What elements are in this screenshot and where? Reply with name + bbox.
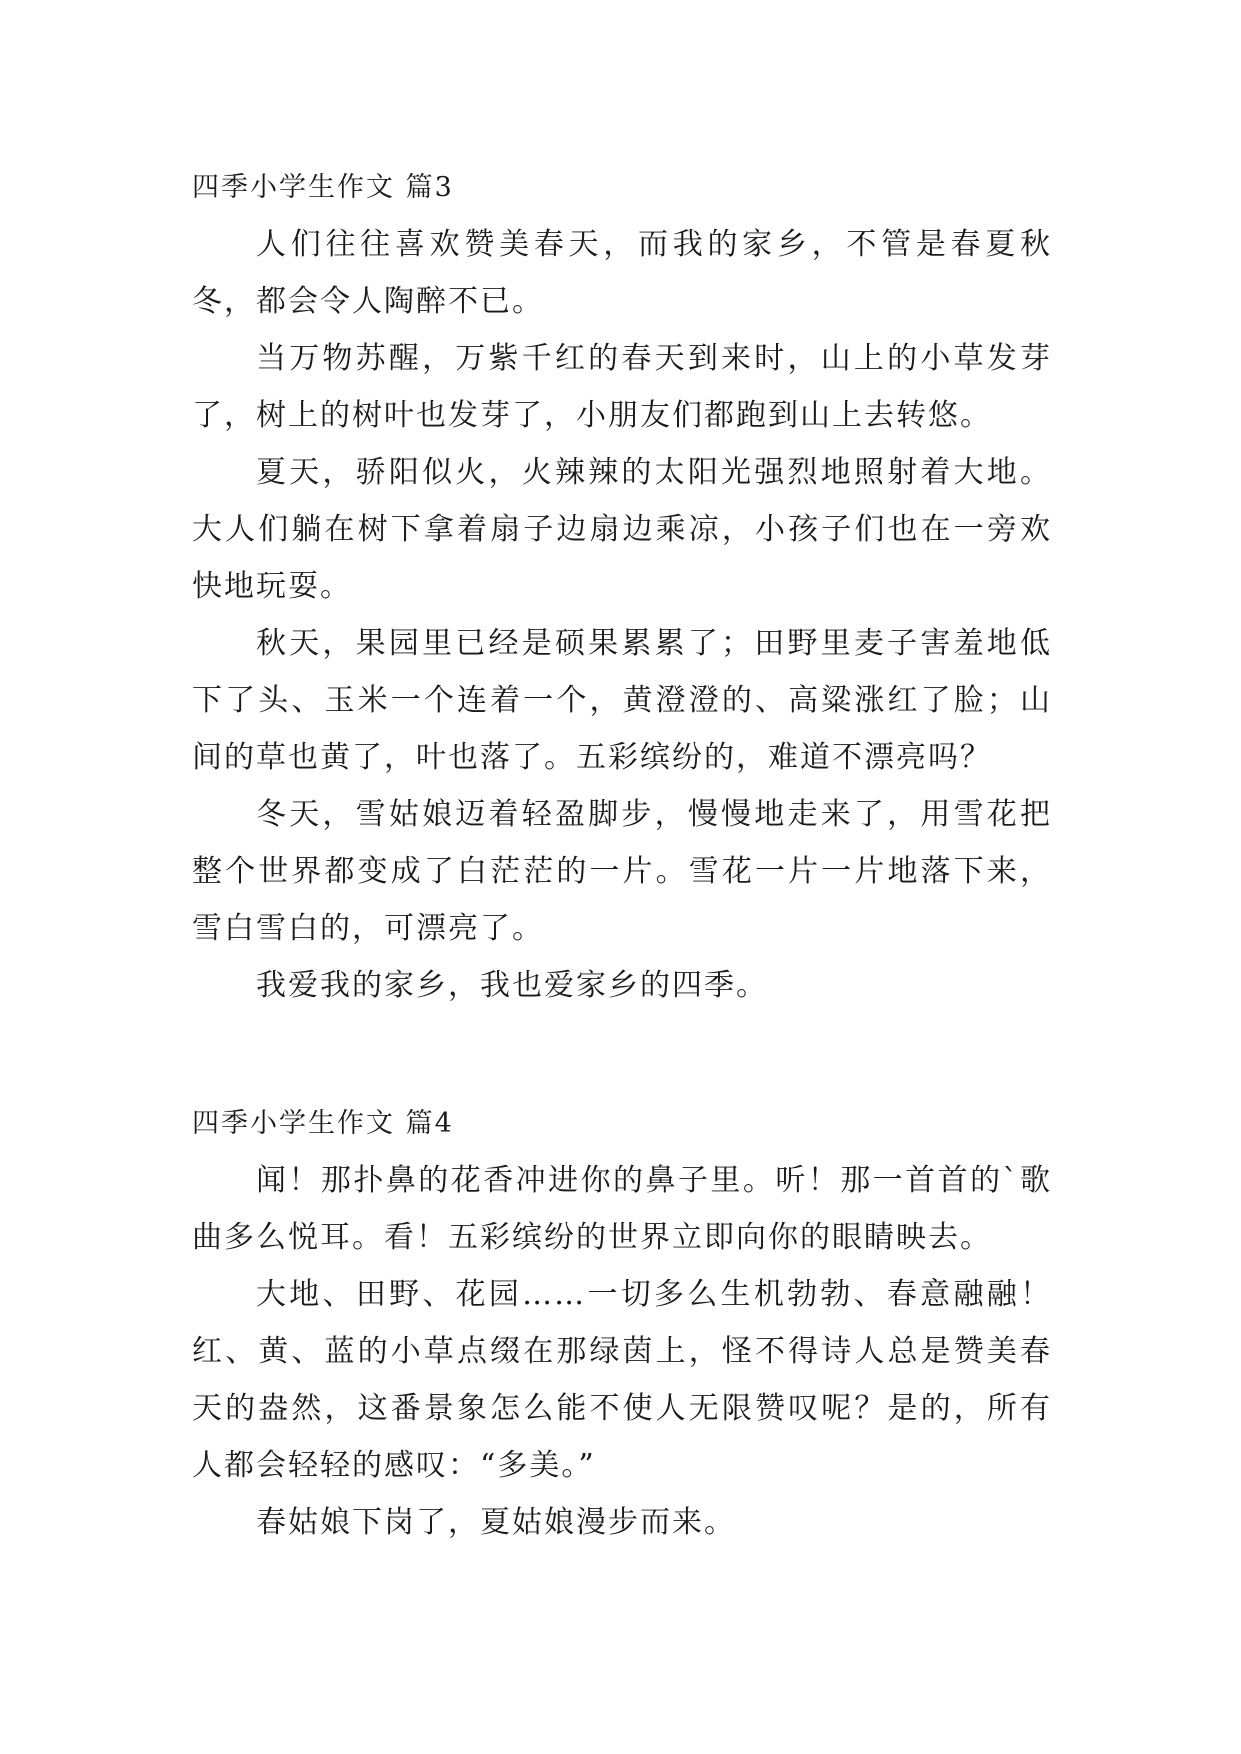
- paragraph: 春姑娘下岗了，夏姑娘漫步而来。: [256, 1505, 736, 1540]
- paragraph: 冬天，雪姑娘迈着轻盈脚步，慢慢地走来了，用雪花把整个世界都变成了白茫茫的一片。雪花一片一片地落下来，雪白雪白的，可漂亮了。: [192, 797, 1052, 946]
- section-heading: 四季小学生作文 篇3: [192, 172, 454, 203]
- paragraph: 夏天，骄阳似火，火辣辣的太阳光强烈地照射着大地。大人们躺在树下拿着扇子边扇边乘凉，小孩子们也在一旁欢快地玩耍。: [192, 455, 1052, 604]
- paragraph: 闻！那扑鼻的花香冲进你的鼻子里。听！那一首首的`歌曲多么悦耳。看！五彩缤纷的世界立即向你的眼睛映去。: [192, 1163, 1052, 1255]
- paragraph: 人们往往喜欢赞美春天，而我的家乡，不管是春夏秋冬，都会令人陶醉不已。: [192, 227, 1052, 319]
- essay-section-4: [192, 1096, 1052, 1551]
- section-heading: 四季小学生作文 篇4: [192, 1108, 454, 1139]
- essay-section-3: [192, 160, 1052, 1014]
- paragraph: 秋天，果园里已经是硕果累累了；田野里麦子害羞地低下了头、玉米一个连着一个，黄澄澄的、高粱涨红了脸；山间的草也黄了，叶也落了。五彩缤纷的，难道不漂亮吗？: [192, 626, 1052, 775]
- paragraph: 我爱我的家乡，我也爱家乡的四季。: [256, 968, 768, 1003]
- paragraph: 大地、田野、花园……一切多么生机勃勃、春意融融！红、黄、蓝的小草点缀在那绿茵上，怪不得诗人总是赞美春天的盎然，这番景象怎么能不使人无限赞叹呢？是的，所有人都会轻轻的感叹：“多美。”: [192, 1277, 1052, 1483]
- paragraph: 当万物苏醒，万紫千红的春天到来时，山上的小草发芽了，树上的树叶也发芽了，小朋友们都跑到山上去转悠。: [192, 341, 1052, 433]
